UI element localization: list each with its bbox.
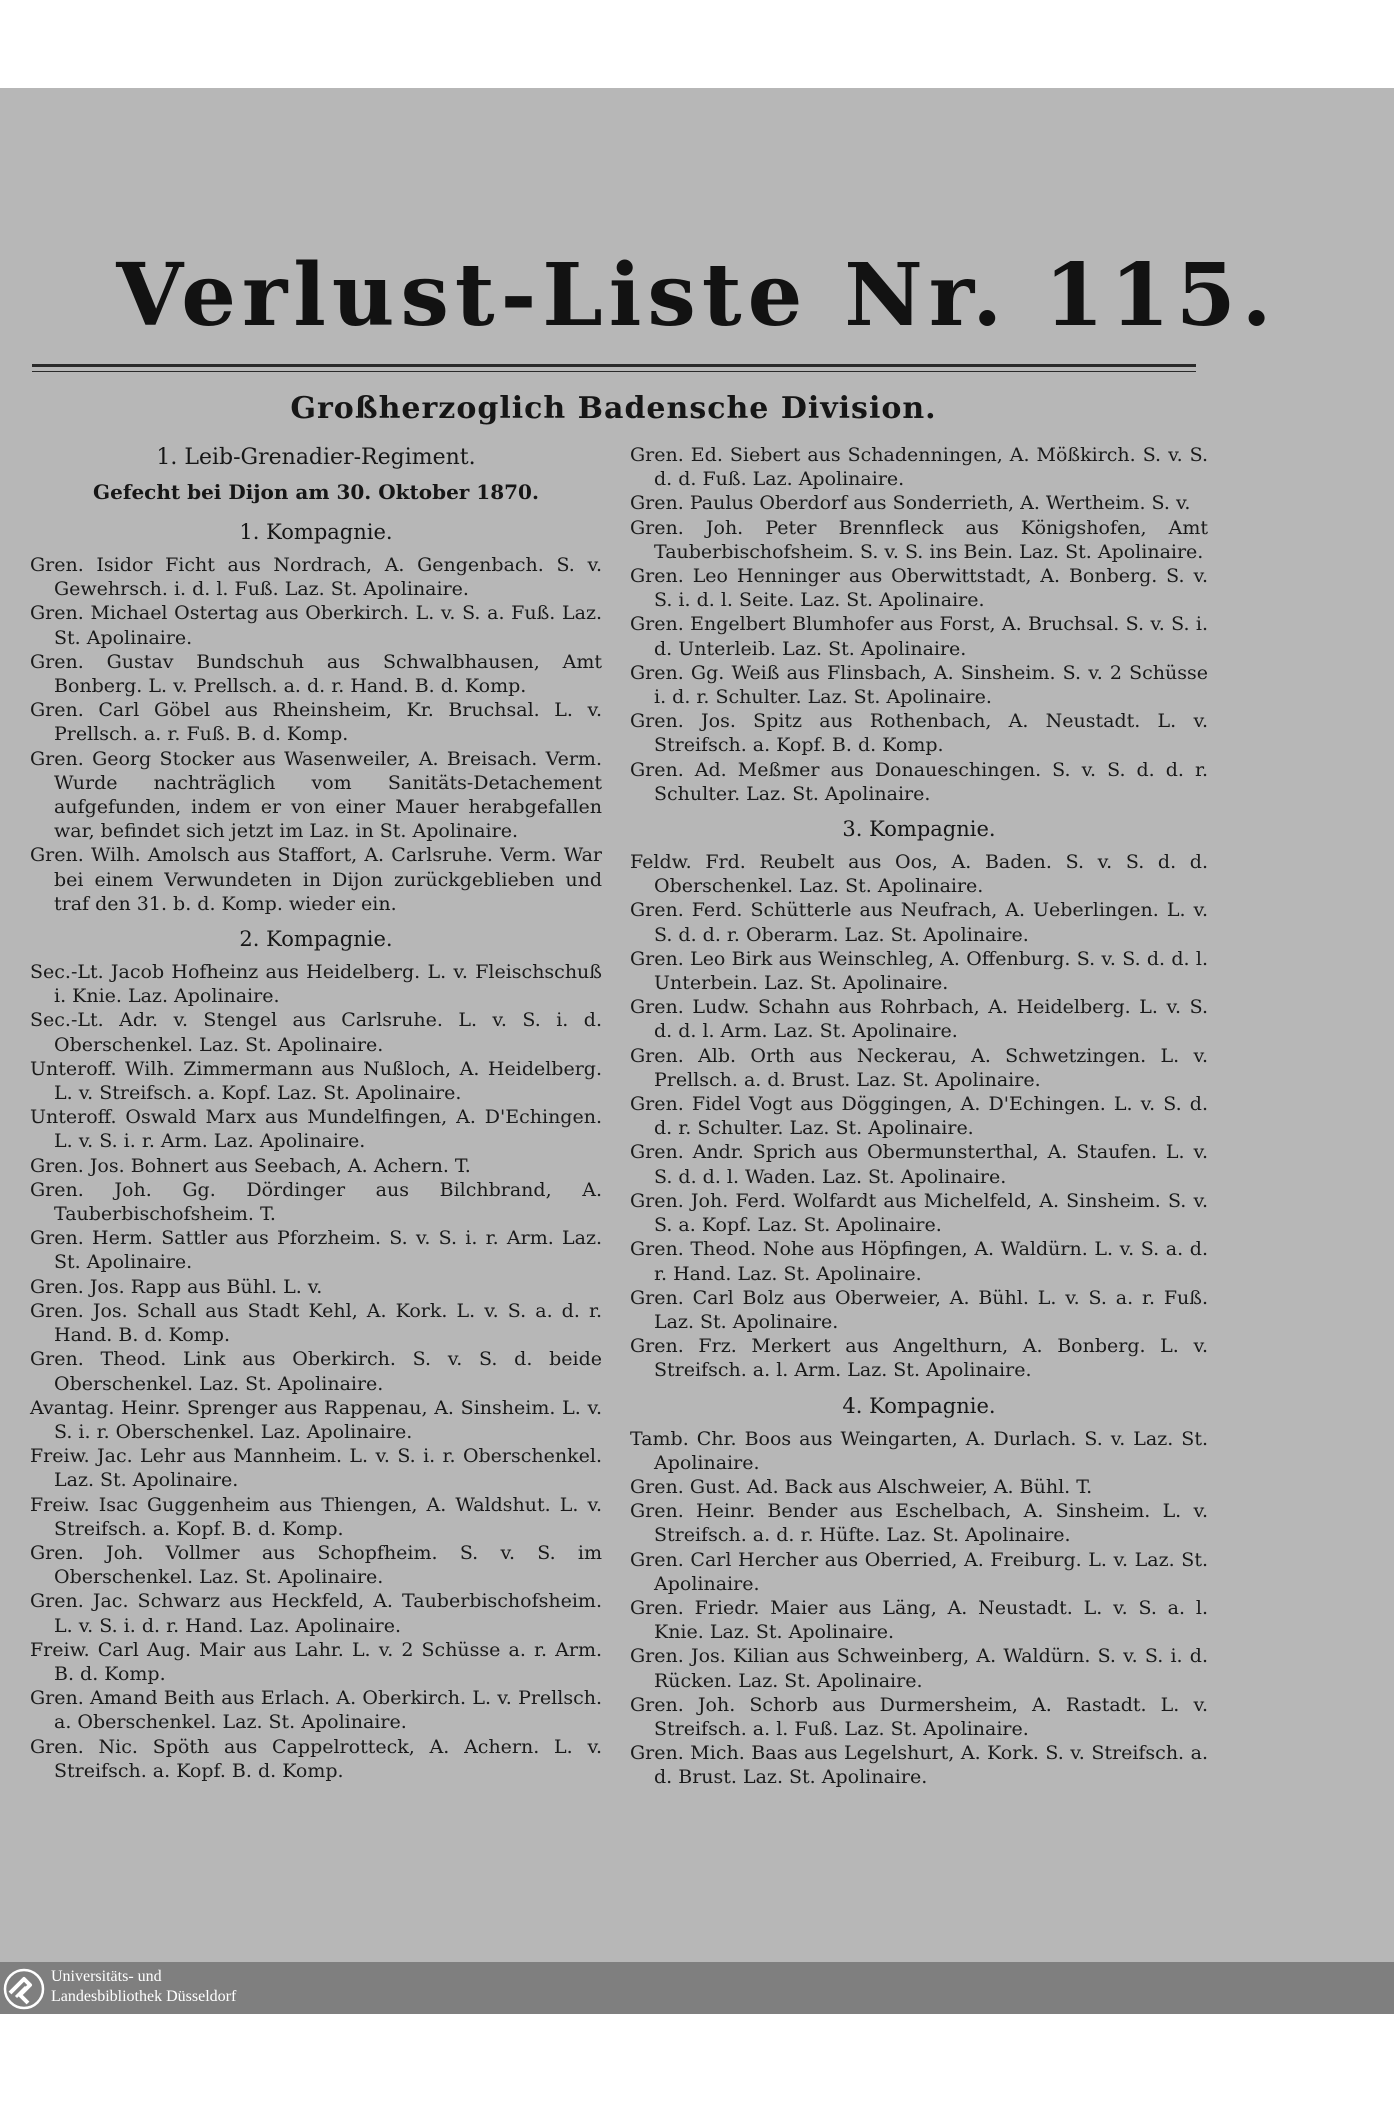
casualty-entry: Unteroff. Wilh. Zimmermann aus Nußloch, A. Heidelberg. L. v. Streifsch. a. Kopf. Laz. St. Apolinaire. bbox=[30, 1057, 602, 1105]
casualty-entry: Gren. Jos. Kilian aus Schweinberg, A. Waldürn. S. v. S. i. d. Rücken. Laz. St. Apolinaire. bbox=[630, 1645, 1208, 1692]
casualty-entry: Gren. Jos. Spitz aus Rothenbach, A. Neustadt. L. v. Streifsch. a. Kopf. B. d. Komp. bbox=[630, 710, 1208, 757]
casualty-entry: Gren. Georg Stocker aus Wasenweiler, A. Breisach. Verm. Wurde nachträglich vom Sanitäts-Detachement aufgefunden, indem er von einer Mauer herabgefallen war, befindet sich jetzt im Laz. in St. Apolinaire. bbox=[30, 747, 602, 843]
casualty-entry: Gren. Jos. Schall aus Stadt Kehl, A. Kork. L. v. S. a. d. r. Hand. B. d. Komp. bbox=[30, 1299, 602, 1347]
casualty-entry: Tamb. Chr. Boos aus Weingarten, A. Durlach. S. v. Laz. St. Apolinaire. bbox=[630, 1427, 1208, 1474]
company-heading: 4. Kompagnie. bbox=[842, 1393, 996, 1418]
company-heading: 1. Kompagnie. bbox=[239, 520, 393, 544]
casualty-entry: Gren. Theod. Nohe aus Höpfingen, A. Waldürn. L. v. S. a. d. r. Hand. Laz. St. Apolinaire. bbox=[630, 1238, 1208, 1285]
casualty-entry: Gren. Leo Henninger aus Oberwittstadt, A. Bonberg. S. v. S. i. d. l. Seite. Laz. St. Apolinaire. bbox=[630, 565, 1208, 612]
casualty-entry: Gren. Frz. Merkert aus Angelthurn, A. Bonberg. L. v. Streifsch. a. l. Arm. Laz. St. Apolinaire. bbox=[630, 1335, 1208, 1382]
right-column bbox=[630, 443, 1208, 1790]
casualty-entry: Gren. Wilh. Amolsch aus Staffort, A. Carlsruhe. Verm. War bei einem Verwundeten in Dijon zurückgeblieben und traf den 31. b. d. Komp. wieder ein. bbox=[30, 844, 602, 915]
library-footer bbox=[0, 1962, 1394, 2014]
company-heading: 2. Kompagnie. bbox=[239, 927, 393, 952]
casualty-entry: Unteroff. Oswald Marx aus Mundelfingen, A. D'Echingen. L. v. S. i. r. Arm. Laz. Apolinaire. bbox=[30, 1106, 602, 1153]
casualty-entry: Freiw. Isac Guggenheim aus Thiengen, A. Waldshut. L. v. Streifsch. a. Kopf. B. d. Komp. bbox=[30, 1493, 602, 1540]
right-sections bbox=[630, 443, 1208, 1790]
casualty-entry: Gren. Carl Bolz aus Oberweier, A. Bühl. L. v. S. a. r. Fuß. Laz. St. Apolinaire. bbox=[630, 1286, 1208, 1333]
casualty-entry: Sec.-Lt. Adr. v. Stengel aus Carlsruhe. L. v. S. i. d. Oberschenkel. Laz. St. Apolinaire. bbox=[30, 1009, 602, 1056]
left-column bbox=[30, 443, 602, 1783]
casualty-entry: Gren. Ferd. Schütterle aus Neufrach, A. Ueberlingen. L. v. S. d. d. r. Oberarm. Laz. St. Apolinaire. bbox=[630, 899, 1208, 946]
casualty-entry: Gren. Theod. Link aus Oberkirch. S. v. S. d. beide Oberschenkel. Laz. St. Apolinaire. bbox=[30, 1348, 602, 1395]
casualty-entry: Gren. Jos. Rapp aus Bühl. L. v. bbox=[30, 1275, 323, 1298]
casualty-entry: Feldw. Frd. Reubelt aus Oos, A. Baden. S. v. S. d. d. Oberschenkel. Laz. St. Apolinaire. bbox=[630, 851, 1208, 898]
casualty-entry: Gren. Mich. Baas aus Legelshurt, A. Kork. S. v. Streifsch. a. d. Brust. Laz. St. Apolinaire. bbox=[630, 1742, 1208, 1789]
casualty-entry: Avantag. Heinr. Sprenger aus Rappenau, A. Sinsheim. L. v. S. i. r. Oberschenkel. Laz. Apolinaire. bbox=[30, 1396, 602, 1443]
casualty-entry: Gren. Fidel Vogt aus Döggingen, A. D'Echingen. L. v. S. d. d. r. Schulter. Laz. St. Apolinaire. bbox=[630, 1093, 1208, 1140]
library-name bbox=[51, 1967, 236, 2007]
library-name-line1: Universitäts- und bbox=[51, 1968, 162, 1985]
casualty-entry: Gren. Engelbert Blumhofer aus Forst, A. Bruchsal. S. v. S. i. d. Unterleib. Laz. St. Apolinaire. bbox=[630, 613, 1208, 660]
casualty-entry: Gren. Amand Beith aus Erlach. A. Oberkirch. L. v. Prellsch. a. Oberschenkel. Laz. St. Apolinaire. bbox=[30, 1687, 602, 1734]
casualty-entry: Gren. Paulus Oberdorf aus Sonderrieth, A. Wertheim. S. v. bbox=[630, 492, 1191, 515]
casualty-entry: Gren. Jos. Bohnert aus Seebach, A. Achern. T. bbox=[30, 1154, 471, 1177]
casualty-entry: Gren. Andr. Sprich aus Obermunsterthal, A. Staufen. L. v. S. d. d. l. Waden. Laz. St. Apolinaire. bbox=[630, 1141, 1208, 1188]
battle-heading: Gefecht bei Dijon am 30. Oktober 1870. bbox=[93, 480, 539, 504]
casualty-entry: Gren. Friedr. Maier aus Läng, A. Neustadt. L. v. S. a. l. Knie. Laz. St. Apolinaire. bbox=[630, 1596, 1208, 1644]
casualty-entry: Gren. Joh. Vollmer aus Schopfheim. S. v. S. im Oberschenkel. Laz. St. Apolinaire. bbox=[30, 1541, 602, 1589]
casualty-entry: Gren. Nic. Spöth aus Cappelrotteck, A. Achern. L. v. Streifsch. a. Kopf. B. d. Komp. bbox=[30, 1735, 602, 1782]
casualty-entry: Sec.-Lt. Jacob Hofheinz aus Heidelberg. L. v. Fleischschuß i. Knie. Laz. Apolinaire. bbox=[30, 961, 602, 1008]
casualty-entry: Gren. Joh. Peter Brennfleck aus Königshofen, Amt Tauberbischofsheim. S. v. S. ins Bein. Laz. St. Apolinaire. bbox=[630, 516, 1208, 563]
casualty-entry: Gren. Alb. Orth aus Neckerau, A. Schwetzingen. L. v. Prellsch. a. d. Brust. Laz. St. Apolinaire. bbox=[630, 1044, 1208, 1091]
library-logo-icon bbox=[2, 1967, 46, 2011]
title-rule-thin bbox=[32, 371, 1196, 372]
casualty-entry: Gren. Gust. Ad. Back aus Alschweier, A. Bühl. T. bbox=[630, 1475, 1093, 1498]
title-rule-thick bbox=[32, 364, 1196, 367]
casualty-entry: Gren. Joh. Ferd. Wolfardt aus Michelfeld, A. Sinsheim. S. v. S. a. Kopf. Laz. St. Apolinaire. bbox=[630, 1189, 1208, 1237]
casualty-entry: Gren. Ed. Siebert aus Schadenningen, A. Mößkirch. S. v. S. d. d. Fuß. Laz. Apolinaire. bbox=[630, 444, 1208, 491]
left-sections bbox=[30, 517, 602, 1783]
casualty-entry: Gren. Gg. Weiß aus Flinsbach, A. Sinsheim. S. v. 2 Schüsse i. d. r. Schulter. Laz. St. Apolinaire. bbox=[630, 661, 1208, 709]
casualty-entry: Gren. Ludw. Schahn aus Rohrbach, A. Heidelberg. L. v. S. d. d. l. Arm. Laz. St. Apolinaire. bbox=[630, 996, 1208, 1043]
casualty-entry: Gren. Leo Birk aus Weinschleg, A. Offenburg. S. v. S. d. d. l. Unterbein. Laz. St. Apolinaire. bbox=[630, 947, 1208, 995]
casualty-entry: Gren. Ad. Meßmer aus Donaueschingen. S. v. S. d. d. r. Schulter. Laz. St. Apolinaire. bbox=[630, 758, 1208, 805]
casualty-entry: Gren. Jac. Schwarz aus Heckfeld, A. Tauberbischofsheim. L. v. S. i. d. r. Hand. Laz. Apolinaire. bbox=[30, 1590, 602, 1637]
division-title: Großherzoglich Badensche Division. bbox=[290, 391, 937, 426]
casualty-entry: Freiw. Carl Aug. Mair aus Lahr. L. v. 2 Schüsse a. r. Arm. B. d. Komp. bbox=[30, 1638, 602, 1685]
casualty-entry: Gren. Carl Göbel aus Rheinsheim, Kr. Bruchsal. L. v. Prellsch. a. r. Fuß. B. d. Komp. bbox=[30, 699, 602, 746]
casualty-entry: Gren. Gustav Bundschuh aus Schwalbhausen, Amt Bonberg. L. v. Prellsch. a. d. r. Hand. B. d. Komp. bbox=[30, 650, 602, 698]
company-heading: 3. Kompagnie. bbox=[842, 817, 996, 842]
regiment-heading: 1. Leib-Grenadier-Regiment. bbox=[156, 445, 476, 470]
library-name-line2: Landesbibliothek Düsseldorf bbox=[51, 1988, 237, 2005]
main-title: Verlust-Liste Nr. 115. bbox=[116, 245, 1278, 346]
casualty-entry: Gren. Carl Hercher aus Oberried, A. Freiburg. L. v. Laz. St. Apolinaire. bbox=[630, 1548, 1208, 1595]
scanned-page bbox=[0, 88, 1394, 1963]
casualty-entry: Gren. Michael Ostertag aus Oberkirch. L. v. S. a. Fuß. Laz. St. Apolinaire. bbox=[30, 602, 602, 649]
casualty-entry: Freiw. Jac. Lehr aus Mannheim. L. v. S. i. r. Oberschenkel. Laz. St. Apolinaire. bbox=[30, 1445, 602, 1492]
casualty-entry: Gren. Joh. Gg. Dördinger aus Bilchbrand, A. Tauberbischofsheim. T. bbox=[30, 1178, 602, 1226]
casualty-entry: Gren. Herm. Sattler aus Pforzheim. S. v. S. i. r. Arm. Laz. St. Apolinaire. bbox=[30, 1227, 602, 1274]
casualty-entry: Gren. Isidor Ficht aus Nordrach, A. Gengenbach. S. v. Gewehrsch. i. d. l. Fuß. Laz. St. Apolinaire. bbox=[30, 554, 602, 601]
casualty-entry: Gren. Joh. Schorb aus Durmersheim, A. Rastadt. L. v. Streifsch. a. l. Fuß. Laz. St. Apolinaire. bbox=[630, 1693, 1208, 1740]
casualty-entry: Gren. Heinr. Bender aus Eschelbach, A. Sinsheim. L. v. Streifsch. a. d. r. Hüfte. Laz. St. Apolinaire. bbox=[630, 1500, 1208, 1547]
